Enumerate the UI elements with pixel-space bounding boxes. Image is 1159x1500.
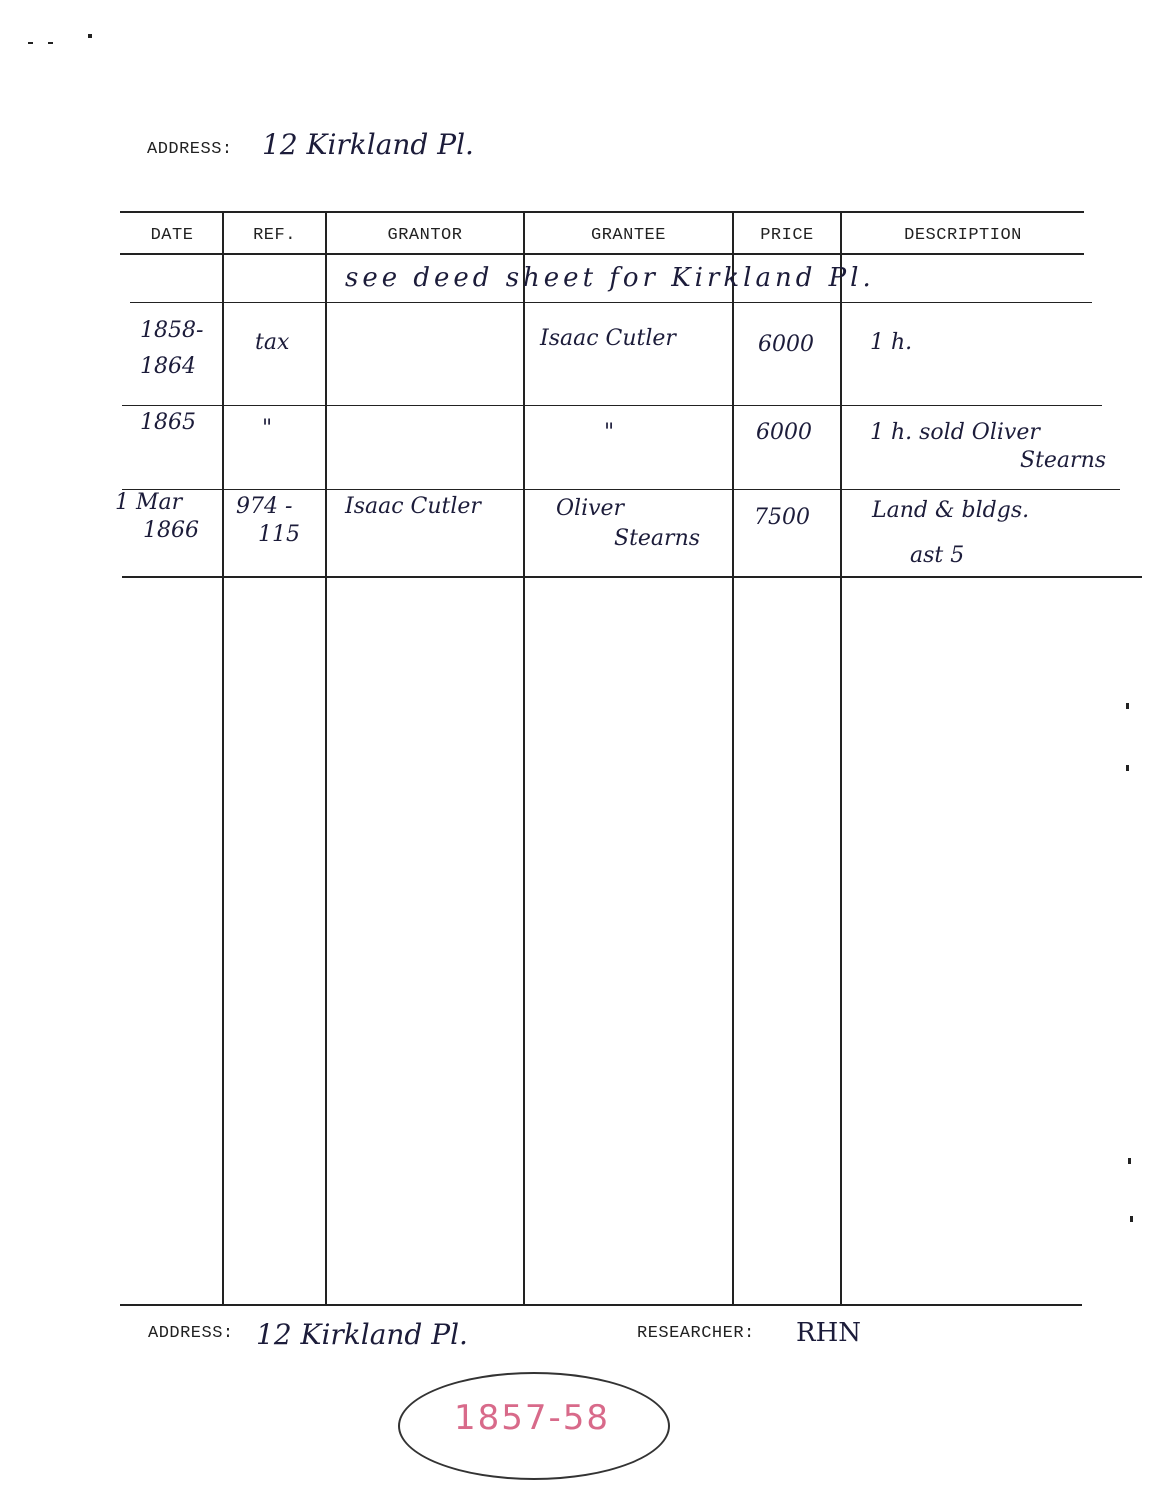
header-address-label: ADDRESS: <box>147 140 233 159</box>
row-divider <box>130 302 1092 303</box>
row1-date-line1: 1858- <box>140 318 204 343</box>
row1-price: 6000 <box>758 332 814 357</box>
speck <box>48 42 53 44</box>
row3-date-line2: 1866 <box>143 518 199 543</box>
footer-researcher-value: RHN <box>796 1318 861 1348</box>
column-divider <box>325 213 327 1304</box>
footer-researcher-label: RESEARCHER: <box>637 1324 755 1343</box>
row-divider <box>122 405 1102 406</box>
speck <box>88 34 92 38</box>
deed-sheet-note: see deed sheet for Kirkland Pl. <box>345 263 875 293</box>
speck <box>1128 1158 1131 1164</box>
speck <box>1126 703 1129 709</box>
row1-description: 1 h. <box>870 330 913 355</box>
row1-grantee: Isaac Cutler <box>540 326 676 351</box>
row3-ref-line1: 974 - <box>236 494 293 519</box>
row2-description-line1: 1 h. sold Oliver <box>870 420 1040 445</box>
speck <box>1130 1216 1133 1222</box>
row3-ref-line2: 115 <box>258 522 300 547</box>
column-header-grantee: GRANTEE <box>591 226 666 245</box>
row1-ref: tax <box>255 330 290 355</box>
column-divider <box>732 213 734 1304</box>
row-divider <box>122 489 1120 490</box>
row2-grantee: " <box>604 420 615 445</box>
column-header-price: PRICE <box>760 226 814 245</box>
column-header-date: DATE <box>150 226 194 245</box>
row3-description-line2: ast 5 <box>910 543 965 568</box>
header-address-value: 12 Kirkland Pl. <box>262 128 474 161</box>
column-header-ref: REF. <box>253 226 296 245</box>
row3-grantor: Isaac Cutler <box>345 494 481 519</box>
row2-price: 6000 <box>756 420 812 445</box>
speck <box>28 42 33 44</box>
footer-address-label: ADDRESS: <box>148 1324 234 1343</box>
row2-ref: " <box>262 416 273 441</box>
row2-date: 1865 <box>140 410 196 435</box>
column-divider <box>222 213 224 1304</box>
table-top-rule <box>120 211 1084 213</box>
row3-date-line1: 1 Mar <box>115 490 183 515</box>
header-bottom-rule <box>120 253 1084 255</box>
footer-address-value: 12 Kirkland Pl. <box>256 1318 468 1351</box>
row3-description-line1: Land & bldgs. <box>872 498 1030 523</box>
row3-grantee-line1: Oliver <box>556 496 625 521</box>
row3-price: 7500 <box>754 505 810 530</box>
column-header-description: DESCRIPTION <box>904 226 1022 245</box>
data-bottom-rule <box>122 576 1142 578</box>
row2-description-line2: Stearns <box>1020 448 1107 473</box>
row3-grantee-line2: Stearns <box>614 526 701 551</box>
column-divider <box>523 213 525 1304</box>
date-range-stamp: 1857-58 <box>453 1398 611 1438</box>
column-divider <box>840 213 842 1304</box>
row1-date-line2: 1864 <box>140 354 196 379</box>
column-header-grantor: GRANTOR <box>387 226 463 245</box>
table-bottom-rule <box>120 1304 1082 1306</box>
speck <box>1126 765 1129 771</box>
